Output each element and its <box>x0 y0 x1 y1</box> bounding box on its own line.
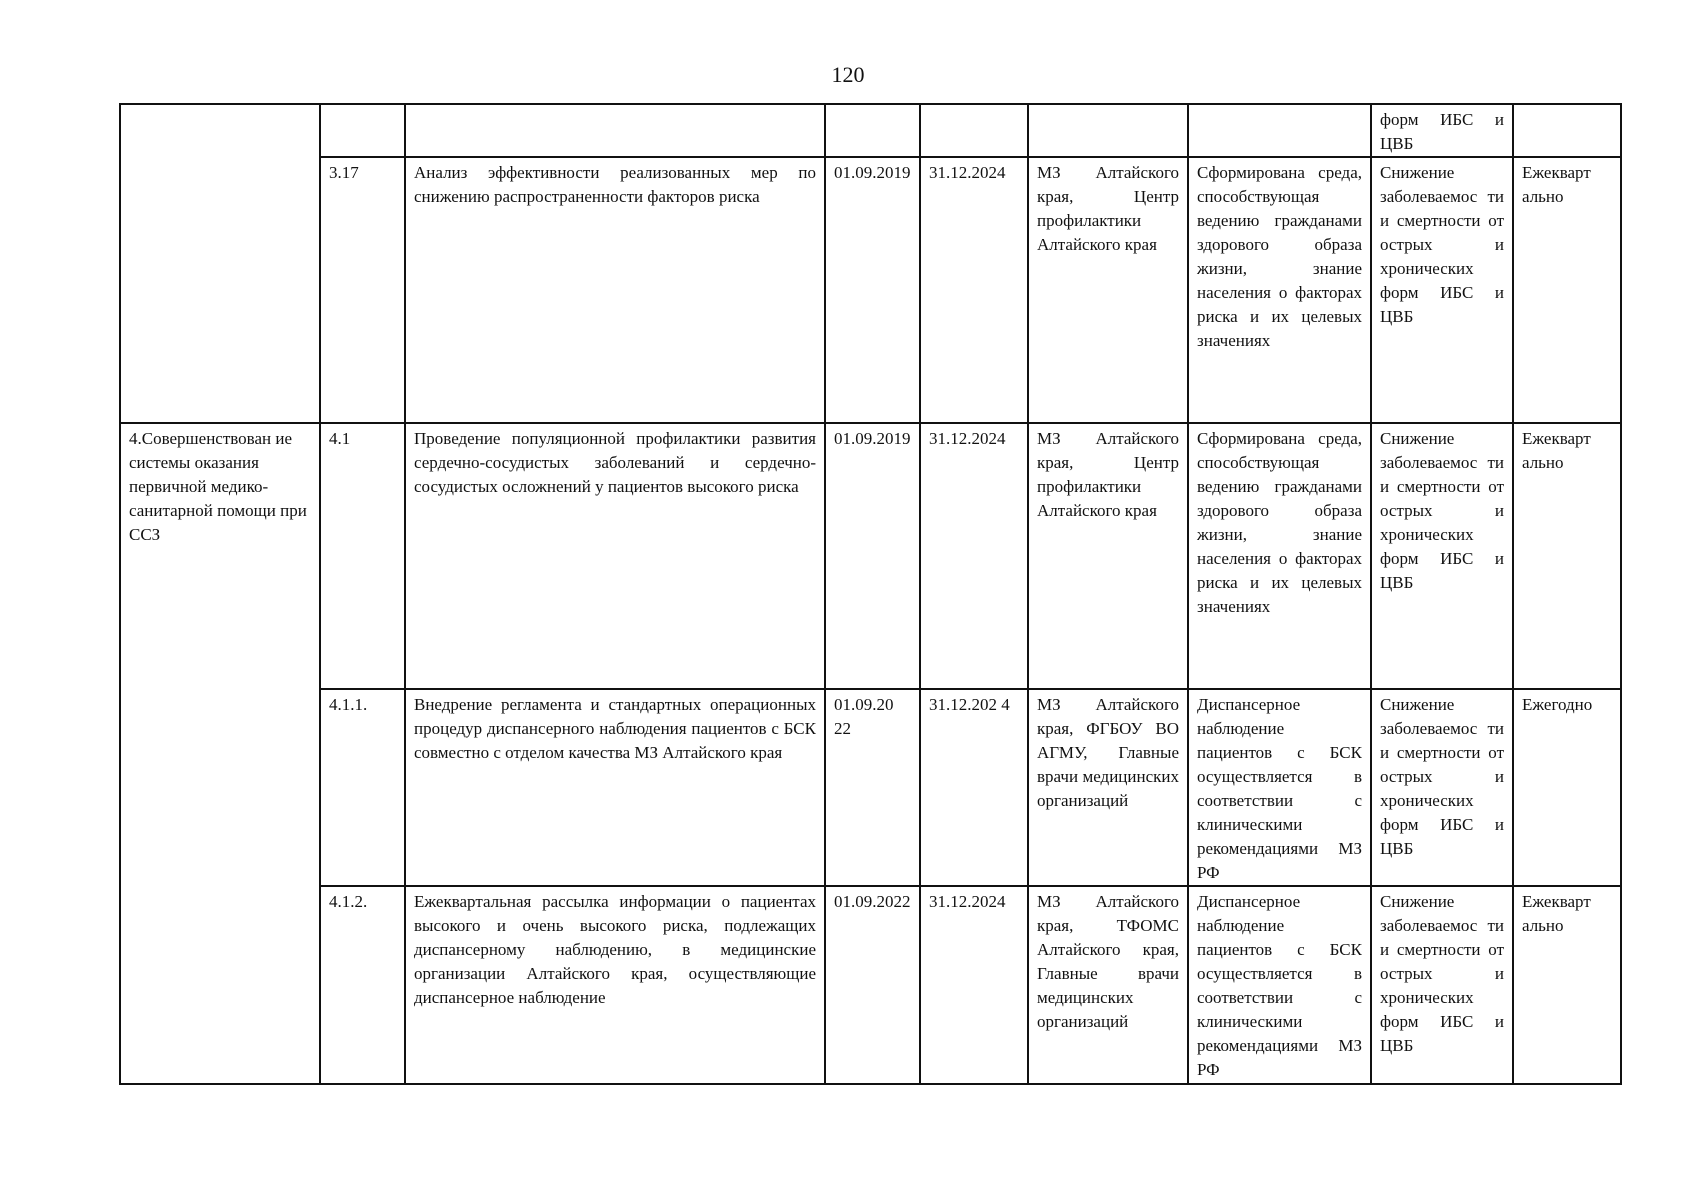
code-cell: 4.1 <box>320 423 405 689</box>
frequency-cell: Ежекварт ально <box>1513 886 1621 1084</box>
page-number: 120 <box>831 62 865 87</box>
indicator-cell: Снижение заболеваемос ти и смертности от острых и хронических форм ИБС и ЦВБ <box>1371 886 1513 1084</box>
code-cell: 3.17 <box>320 157 405 423</box>
table-row <box>120 423 1621 689</box>
table-row <box>120 157 1621 423</box>
activity-cell: Анализ эффективности реализованных мер по снижению распространенности факторов риска <box>405 157 825 423</box>
frequency-cell: Ежекварт ально <box>1513 423 1621 689</box>
activity-table <box>119 103 1622 1085</box>
end-date-cell: 31.12.2024 <box>920 157 1028 423</box>
responsible-cell: МЗ Алтайского края, Центр профилактики Алтайского края <box>1028 157 1188 423</box>
start-date-cell: 01.09.2019 <box>825 157 920 423</box>
end-date-cell: 31.12.2024 <box>920 423 1028 689</box>
activity-cell: Ежеквартальная рассылка информации о пациентах высокого и очень высокого риска, подлежащих диспансерному наблюдению, в медицинские организации Алтайского края, осуществляющие диспансерное наблюдение <box>405 886 825 1084</box>
table-row <box>120 886 1621 1084</box>
activity-cell: Внедрение регламента и стандартных операционных процедур диспансерного наблюдения пациентов с БСК совместно с отделом качества МЗ Алтайского края <box>405 689 825 886</box>
indicator-cell: Снижение заболеваемос ти и смертности от острых и хронических форм ИБС и ЦВБ <box>1371 157 1513 423</box>
indicator-cell: Снижение заболеваемос ти и смертности от острых и хронических форм ИБС и ЦВБ <box>1371 689 1513 886</box>
frequency-cell: Ежегодно <box>1513 689 1621 886</box>
start-date-cell <box>825 104 920 157</box>
activity-cell <box>405 104 825 157</box>
frequency-cell <box>1513 104 1621 157</box>
result-cell: Сформирована среда, способствующая ведению гражданами здорового образа жизни, знание населения о факторах риска и их целевых значениях <box>1188 157 1371 423</box>
code-cell <box>320 104 405 157</box>
indicator-cell: Снижение заболеваемос ти и смертности от острых и хронических форм ИБС и ЦВБ <box>1371 423 1513 689</box>
start-date-cell: 01.09.2022 <box>825 886 920 1084</box>
indicator-cell: форм ИБС и ЦВБ <box>1371 104 1513 157</box>
result-cell: Сформирована среда, способствующая ведению гражданами здорового образа жизни, знание населения о факторах риска и их целевых значениях <box>1188 423 1371 689</box>
end-date-cell: 31.12.2024 <box>920 886 1028 1084</box>
activity-cell: Проведение популяционной профилактики развития сердечно-сосудистых заболеваний и сердечно-сосудистых осложнений у пациентов высокого риска <box>405 423 825 689</box>
frequency-cell: Ежекварт ально <box>1513 157 1621 423</box>
result-cell: Диспансерное наблюдение пациентов с БСК осуществляется в соответствии с клиническими рекомендациями МЗ РФ <box>1188 689 1371 886</box>
table-row <box>120 104 1621 157</box>
responsible-cell: МЗ Алтайского края, Центр профилактики Алтайского края <box>1028 423 1188 689</box>
group-cell-empty <box>120 104 320 423</box>
code-cell: 4.1.1. <box>320 689 405 886</box>
responsible-cell: МЗ Алтайского края, ТФОМС Алтайского края, Главные врачи медицинских организаций <box>1028 886 1188 1084</box>
responsible-cell <box>1028 104 1188 157</box>
group-cell: 4.Совершенствован ие системы оказания первичной медико-санитарной помощи при ССЗ <box>120 423 320 1084</box>
table-row <box>120 689 1621 886</box>
start-date-cell: 01.09.20 22 <box>825 689 920 886</box>
responsible-cell: МЗ Алтайского края, ФГБОУ ВО АГМУ, Главные врачи медицинских организаций <box>1028 689 1188 886</box>
end-date-cell <box>920 104 1028 157</box>
code-cell: 4.1.2. <box>320 886 405 1084</box>
start-date-cell: 01.09.2019 <box>825 423 920 689</box>
result-cell <box>1188 104 1371 157</box>
result-cell: Диспансерное наблюдение пациентов с БСК осуществляется в соответствии с клиническими рекомендациями МЗ РФ <box>1188 886 1371 1084</box>
end-date-cell: 31.12.202 4 <box>920 689 1028 886</box>
